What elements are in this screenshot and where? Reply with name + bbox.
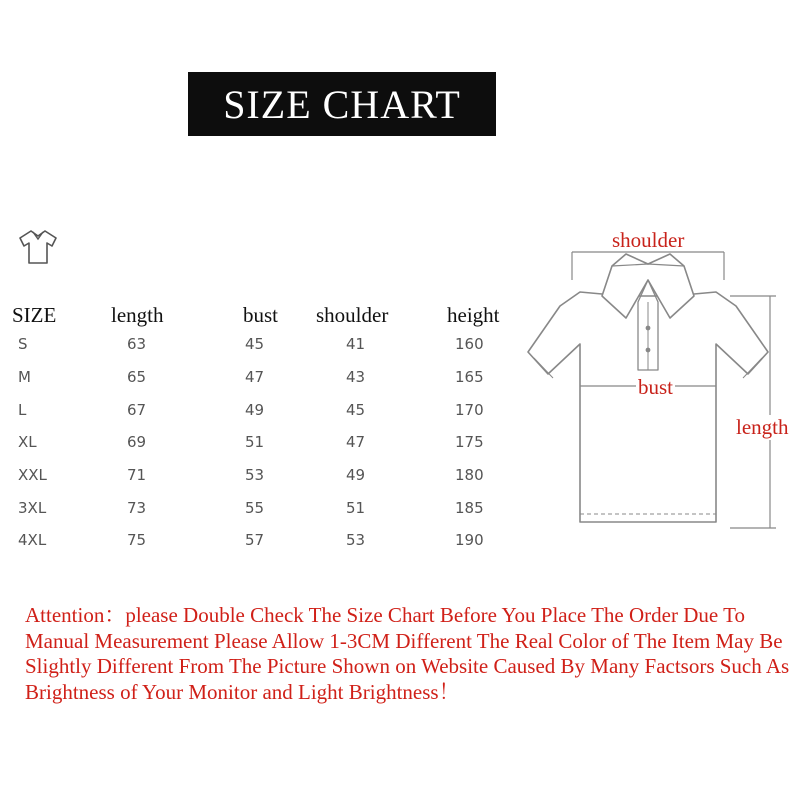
cell-bust: 57: [245, 531, 265, 550]
size-table: [12, 302, 555, 557]
size-table-header: [12, 302, 555, 328]
cell-size: XL: [18, 433, 37, 452]
cell-shoulder: 43: [346, 368, 366, 387]
cell-length: 75: [127, 531, 147, 550]
table-row: [12, 328, 555, 361]
attention-notice: Attention：please Double Check The Size Chart Before You Place The Order Due To Manual Measurement Please Allow 1-3CM Different The Real Color of The Item May Be Slightly Different From The Picture Shown on Website Caused By Many Factsors Such As Brightness of Your Monitor and Light Brightness！: [25, 603, 790, 704]
cell-height: 185: [455, 498, 484, 517]
size-chart-banner: [188, 72, 496, 136]
cell-size: S: [18, 335, 28, 354]
cell-shoulder: 45: [346, 400, 366, 419]
header-length: length: [111, 302, 164, 327]
table-row: [12, 426, 555, 459]
cell-height: 160: [455, 335, 484, 354]
cell-length: 71: [127, 466, 147, 485]
cell-shoulder: 53: [346, 531, 366, 550]
header-bust: bust: [243, 302, 279, 327]
cell-bust: 49: [245, 400, 265, 419]
table-row: [12, 393, 555, 426]
cell-bust: 51: [245, 433, 265, 452]
cell-size: M: [18, 368, 31, 387]
cell-height: 175: [455, 433, 484, 452]
cell-height: 170: [455, 400, 484, 419]
cell-bust: 47: [245, 368, 265, 387]
cell-size: 3XL: [18, 498, 47, 517]
header-shoulder: shoulder: [316, 302, 389, 327]
table-row: [12, 524, 555, 557]
cell-length: 65: [127, 368, 147, 387]
cell-size: XXL: [18, 466, 47, 485]
cell-shoulder: 41: [346, 335, 366, 354]
cell-bust: 45: [245, 335, 265, 354]
cell-shoulder: 51: [346, 498, 366, 517]
table-row: [12, 459, 555, 492]
cell-length: 69: [127, 433, 147, 452]
cell-length: 67: [127, 400, 147, 419]
bust-label: bust: [638, 375, 674, 399]
shoulder-label: shoulder: [612, 228, 685, 252]
tshirt-icon: [16, 224, 60, 268]
cell-size: L: [18, 400, 27, 419]
cell-shoulder: 47: [346, 433, 366, 452]
header-height: height: [447, 302, 500, 327]
cell-height: 165: [455, 368, 484, 387]
cell-bust: 53: [245, 466, 265, 485]
banner-title: SIZE CHART: [223, 81, 461, 127]
cell-size: 4XL: [18, 531, 47, 550]
cell-bust: 55: [245, 498, 265, 517]
cell-length: 73: [127, 498, 147, 517]
cell-height: 180: [455, 466, 484, 485]
cell-length: 63: [127, 335, 147, 354]
table-row: [12, 491, 555, 524]
table-row: [12, 361, 555, 394]
cell-shoulder: 49: [346, 466, 366, 485]
cell-height: 190: [455, 531, 484, 550]
header-size: SIZE: [12, 302, 57, 327]
length-label: length: [736, 415, 789, 439]
